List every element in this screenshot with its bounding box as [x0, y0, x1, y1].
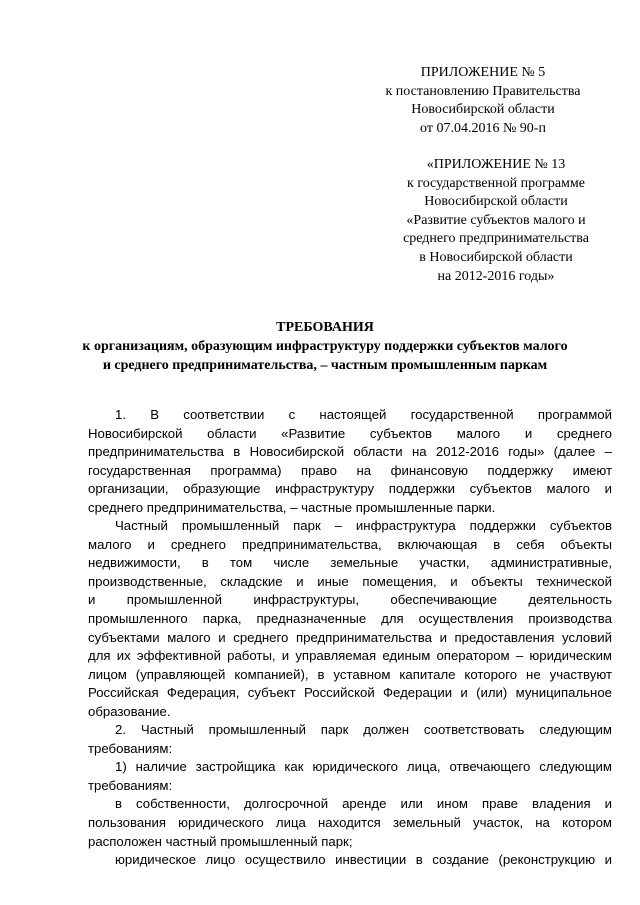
appendix-13-line: «Развитие субъектов малого и	[406, 212, 586, 228]
text-line: Частный промышленный парк – инфраструктура поддержки субъектов	[115, 518, 612, 534]
appendix-13-line: в Новосибирской области	[419, 249, 573, 265]
document-title	[60, 318, 590, 375]
text-line: промышленного парка, предназначенные для осуществления производства	[88, 611, 612, 627]
text-line: требованиям:	[88, 740, 173, 756]
appendix-13-header	[378, 156, 614, 286]
text-line: расположен частный промышленный парк;	[88, 833, 353, 849]
title-subtitle-line: к организациям, образующим инфраструктуру поддержки субъектов малого	[82, 339, 568, 354]
appendix-13-line: на 2012-2016 годы»	[437, 268, 555, 284]
text-line: Новосибирской области «Развитие субъектов малого и среднего	[88, 425, 612, 441]
paragraph-5	[88, 795, 612, 851]
text-line: пользования юридического лица находится земельный участок, на котором	[88, 815, 612, 831]
paragraph-6	[88, 851, 612, 870]
appendix-13-line: к государственной программе	[407, 175, 585, 191]
text-line: недвижимости, в том числе земельные участки, административные,	[88, 555, 612, 571]
paragraph-3	[88, 721, 612, 758]
text-line: лицом (управляющей компанией), в уставном капитале которого не участвуют	[88, 666, 612, 682]
text-line: организации, образующие инфраструктуру поддержки субъектов малого и	[88, 481, 612, 497]
appendix-5-line: ПРИЛОЖЕНИЕ № 5	[420, 65, 546, 80]
text-line: 2. Частный промышленный парк должен соответствовать следующим	[115, 722, 612, 738]
paragraph-4	[88, 758, 612, 795]
document-body	[88, 406, 612, 870]
text-line: государственная программа) право на финансовую поддержку имеют	[88, 462, 612, 478]
text-line: субъектами малого и среднего предпринимательства и предоставления условий	[88, 629, 612, 645]
appendix-13-line: «ПРИЛОЖЕНИЕ № 13	[426, 157, 566, 172]
appendix-5-line: Новосибирской области	[411, 102, 555, 118]
paragraph-1	[88, 406, 612, 517]
text-line: малого и среднего предпринимательства, включающая в себя объекты	[88, 536, 612, 552]
text-line: юридическое лицо осуществило инвестиции в создание (реконструкцию и	[115, 852, 612, 868]
text-line: Российская Федерация, субъект Российской Федерации и (или) муниципальное	[88, 685, 612, 701]
text-line: и промышленной инфраструктуры, обеспечивающие деятельность	[88, 592, 612, 608]
appendix-5-line: к постановлению Правительства	[385, 83, 581, 99]
text-line: 1) наличие застройщика как юридического лица, отвечающего следующим	[115, 759, 612, 775]
text-line: для их эффективной работы, и управляемая единым оператором – юридическим	[88, 648, 612, 664]
appendix-13-line: Новосибирской области	[424, 194, 568, 210]
text-line: образование.	[88, 703, 171, 719]
appendix-5-header	[378, 64, 588, 138]
text-line: 1. В соответствии с настоящей государственной программой	[115, 407, 612, 422]
appendix-5-line: от 07.04.2016 № 90-п	[420, 120, 546, 136]
paragraph-2	[88, 517, 612, 721]
text-line: в собственности, долгосрочной аренде или ином праве владения и	[115, 796, 612, 812]
text-line: требованиям:	[88, 777, 173, 793]
appendix-13-line: среднего предпринимательства	[403, 231, 589, 247]
title-heading: ТРЕБОВАНИЯ	[276, 320, 374, 335]
text-line: предпринимательства в Новосибирской области на 2012-2016 годы» (далее –	[88, 444, 612, 460]
title-subtitle-line: и среднего предпринимательства, – частным промышленным паркам	[102, 358, 548, 373]
text-line: производственные, складские и иные помещения, и объекты технической	[88, 573, 612, 589]
text-line: среднего предпринимательства, – частные промышленные парки.	[88, 499, 496, 515]
